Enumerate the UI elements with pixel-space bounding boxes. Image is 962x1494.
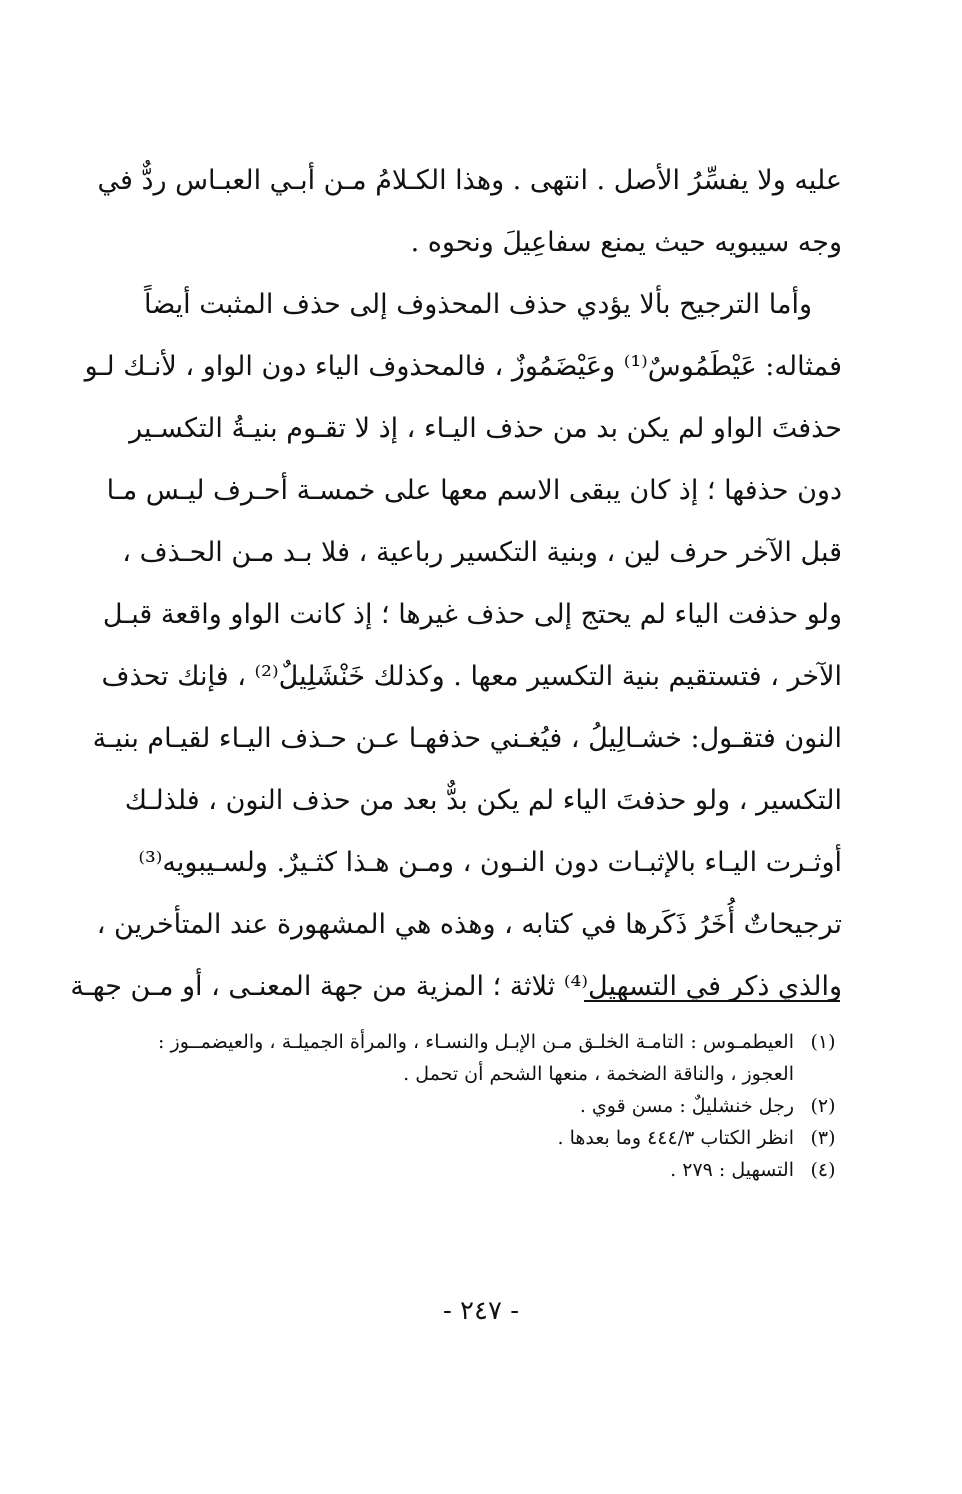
text-line: حذفتَ الواو لم يكن بد من حذف اليـاء ، إذ لا تقـوم بنيـةُ التكسـير: [129, 413, 842, 444]
text-line: التكسير ، ولو حذفتَ الياء لم يكن بدٌّ بعد من حذف النون ، فلذلـك: [124, 785, 842, 816]
footnote-4: [158, 1154, 842, 1186]
text-line: وأما الترجيح بألا يؤدي حذف المحذوف إلى حذف المثبت أيضاً: [144, 289, 812, 320]
footnote-1-continued: [158, 1058, 842, 1090]
footnote-text: التسهيل : ٢٧٩ .: [670, 1159, 794, 1181]
text-line: عليه ولا يفسِّرُ الأصل . انتهى . وهذا الكـلامُ مـن أبـي العبـاس ردٌّ في: [97, 165, 842, 196]
footnote-1: [158, 1026, 842, 1058]
footnote-3: [158, 1122, 842, 1154]
footnote-2: [158, 1090, 842, 1122]
text-line: أوثـرت اليـاء بالإثبـات دون النـون ، ومـن هـذا كثـيرٌ. ولسـيبويه⁽³⁾: [138, 847, 842, 878]
text-line: ترجيحاتٌ أُخَرُ ذَكَرها في كتابه ، وهذه هي المشهورة عند المتأخرين ،: [96, 909, 842, 940]
text-line: فمثاله: عَيْطَمُوسٌ⁽¹⁾ وعَيْضَمُوزٌ ، فالمحذوف الياء دون الواو ، لأنـك لـو: [84, 351, 842, 382]
footnotes: [158, 1026, 842, 1186]
footnote-number: (٢): [810, 1095, 836, 1117]
footnote-number: (٣): [810, 1127, 836, 1149]
footnote-text: العيطمـوس : التامـة الخلـق مـن الإبـل والنسـاء ، والمرأة الجميلـة ، والعيضمــوز :: [158, 1031, 794, 1053]
text-line: دون حذفها ؛ إذ كان يبقى الاسم معها على خمسـة أحـرف ليـس مـا: [106, 475, 842, 506]
footnote-separator: [584, 1000, 840, 1002]
footnote-number: (٤): [810, 1159, 836, 1181]
footnote-text: انظر الكتاب ٤٤٤/٣ وما بعدها .: [557, 1127, 794, 1149]
text-line: قبل الآخر حرف لين ، وبنية التكسير رباعية ، فلا بـد مـن الحـذف ،: [122, 537, 842, 568]
text-line: النون فتقـول: خشـالِيلُ ، فيُغـني حذفهـا عـن حـذف اليـاء لقيـام بنيـة: [92, 723, 842, 754]
footnote-number: (١): [810, 1031, 836, 1053]
text-line: ولو حذفت الياء لم يحتج إلى حذف غيرها ؛ إذ كانت الواو واقعة قبـل: [102, 599, 842, 630]
footnote-text: رجل خنشليلٌ : مسن قوي .: [579, 1095, 794, 1117]
main-text: [70, 150, 842, 1018]
text-line: الآخر ، فتستقيم بنية التكسير معها . وكذلك خَنْشَلِيلٌ⁽²⁾ ، فإنك تحذف: [101, 661, 842, 692]
text-line: وجه سيبويه حيث يمنع سفاعِيلَ ونحوه .: [410, 227, 842, 258]
footnote-text: العجوز ، والناقة الضخمة ، منعها الشحم أن تحمل .: [403, 1063, 794, 1085]
page-number: - ٢٤٧ -: [442, 1296, 520, 1326]
text-line: والذي ذكر في التسهيل⁽⁴⁾ ثلاثة ؛ المزية من جهة المعنـى ، أو مـن جهـة: [70, 971, 842, 1002]
